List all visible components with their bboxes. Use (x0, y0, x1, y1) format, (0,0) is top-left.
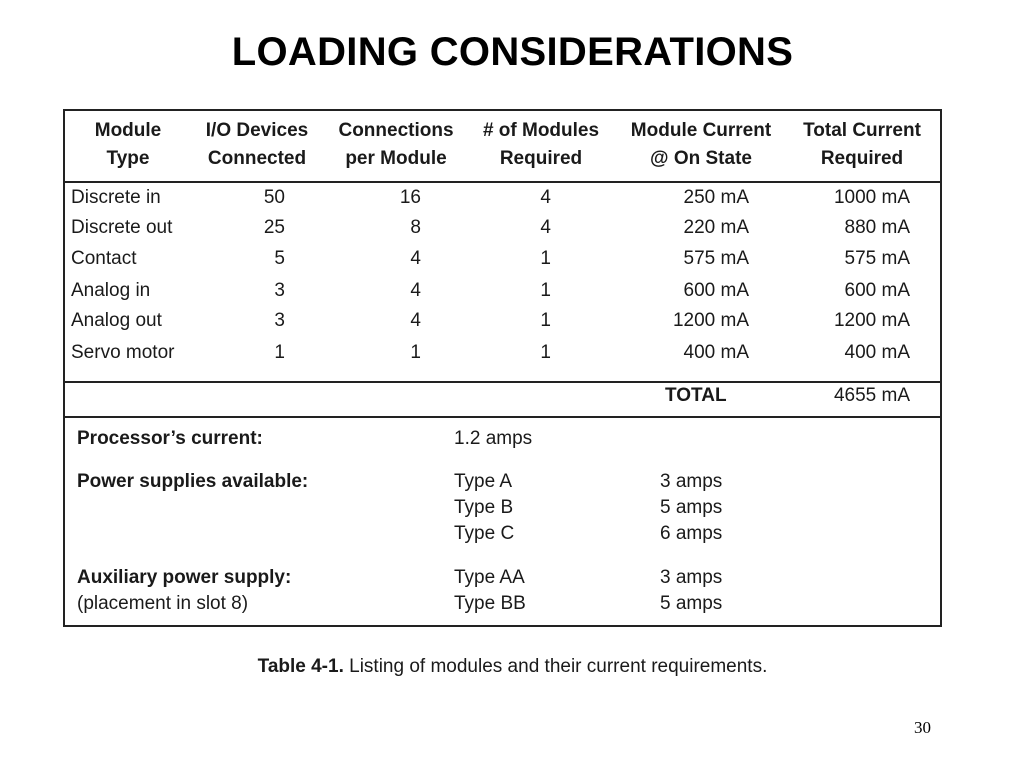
total-value: 4655 mA (833, 385, 910, 406)
power-supplies-label: Power supplies available: (77, 471, 309, 492)
cell-modules-required: 4 (540, 217, 551, 238)
aux-power-sublabel: (placement in slot 8) (77, 593, 249, 614)
cell-total-current: 1000 mA (833, 187, 910, 208)
cell-connections: 8 (410, 217, 421, 238)
header-divider (63, 181, 942, 183)
table-row (63, 217, 942, 247)
total-label: TOTAL (665, 385, 727, 406)
cell-modules-required: 1 (540, 248, 551, 269)
cell-total-current: 400 mA (844, 342, 910, 363)
aux-supply-amps: 3 amps (660, 567, 723, 588)
aux-supply-type: Type BB (454, 593, 526, 614)
cell-total-current: 880 mA (844, 217, 910, 238)
cell-modules-required: 1 (540, 280, 551, 301)
cell-io-devices: 3 (274, 310, 285, 331)
cell-modules-required: 1 (540, 310, 551, 331)
table-row (63, 342, 942, 372)
power-supply-amps: 6 amps (660, 523, 723, 544)
cell-total-current: 575 mA (844, 248, 910, 269)
table-right-border-lower (940, 417, 942, 627)
power-supply-amps: 5 amps (660, 497, 723, 518)
cell-total-current: 600 mA (844, 280, 910, 301)
header-connections: Connections per Module (338, 120, 454, 169)
table-row (63, 187, 942, 217)
header-module-type: Module Type (94, 120, 162, 169)
supply-divider (63, 416, 942, 418)
cell-io-devices: 3 (274, 280, 285, 301)
aux-power-label: Auxiliary power supply: (77, 567, 292, 588)
cell-connections: 4 (410, 310, 421, 331)
table-caption (0, 656, 1025, 678)
table-top-border (63, 109, 942, 111)
cell-modules-required: 4 (540, 187, 551, 208)
cell-connections: 4 (410, 280, 421, 301)
cell-module-current: 575 mA (683, 248, 749, 269)
processor-current-label: Processor’s current: (77, 428, 263, 449)
cell-module-current: 1200 mA (672, 310, 749, 331)
cell-module-type: Discrete in (71, 187, 161, 208)
cell-io-devices: 25 (263, 217, 285, 238)
header-module-current: Module Current @ On State (630, 120, 772, 169)
page-number: 30 (914, 718, 931, 737)
cell-module-type: Servo motor (71, 342, 175, 363)
cell-io-devices: 1 (274, 342, 285, 363)
cell-module-current: 400 mA (683, 342, 749, 363)
caption-label: Table 4-1. (257, 656, 344, 677)
cell-connections: 4 (410, 248, 421, 269)
power-supply-type: Type A (454, 471, 513, 492)
processor-current-value: 1.2 amps (454, 428, 533, 449)
table-row (63, 310, 942, 340)
module-table (63, 109, 942, 627)
header-io-devices: I/O Devices Connected (205, 120, 309, 169)
cell-module-current: 220 mA (683, 217, 749, 238)
aux-supply-amps: 5 amps (660, 593, 723, 614)
header-total-current: Total Current Required (803, 120, 921, 169)
table-bottom-border (63, 625, 942, 627)
table-row (63, 248, 942, 278)
cell-io-devices: 50 (263, 187, 285, 208)
aux-supply-type: Type AA (454, 567, 525, 588)
cell-io-devices: 5 (274, 248, 285, 269)
power-supply-type: Type B (454, 497, 514, 518)
cell-module-current: 600 mA (683, 280, 749, 301)
cell-module-type: Analog out (71, 310, 162, 331)
power-supply-amps: 3 amps (660, 471, 723, 492)
cell-module-type: Discrete out (71, 217, 173, 238)
cell-total-current: 1200 mA (833, 310, 910, 331)
cell-connections: 16 (399, 187, 421, 208)
header-modules-required: # of Modules Required (482, 120, 600, 169)
cell-module-current: 250 mA (683, 187, 749, 208)
cell-modules-required: 1 (540, 342, 551, 363)
total-divider (63, 381, 942, 383)
cell-connections: 1 (410, 342, 421, 363)
slide-title: LOADING CONSIDERATIONS (231, 30, 794, 74)
cell-module-type: Analog in (71, 280, 151, 301)
caption-text: Listing of modules and their current requirements. (343, 656, 768, 677)
power-supply-type: Type C (454, 523, 515, 544)
cell-module-type: Contact (71, 248, 137, 269)
table-row (63, 280, 942, 310)
